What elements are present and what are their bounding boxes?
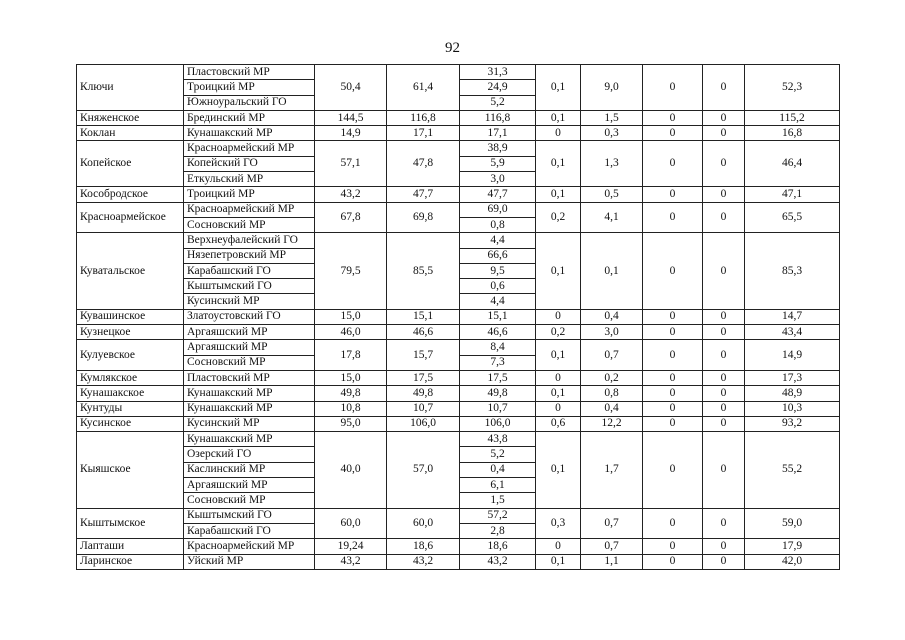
- district-value-cell: 10,7: [460, 401, 536, 416]
- settlement-name-cell: Лапташи: [77, 539, 184, 554]
- value-cell: 0: [643, 539, 703, 554]
- value-cell: 0,1: [536, 432, 581, 508]
- value-cell: 18,6: [387, 539, 460, 554]
- value-cell: 144,5: [315, 110, 387, 125]
- value-cell: 46,4: [745, 141, 840, 187]
- value-cell: 67,8: [315, 202, 387, 233]
- district-value-cell: 69,0: [460, 202, 536, 217]
- district-cell: Златоустовский ГО: [184, 309, 315, 324]
- district-cell: Кыштымский ГО: [184, 508, 315, 523]
- district-cell: Аргаяшский МР: [184, 340, 315, 355]
- settlement-name-cell: Кузнецкое: [77, 325, 184, 340]
- district-value-cell: 31,3: [460, 65, 536, 80]
- value-cell: 52,3: [745, 65, 840, 111]
- district-cell: Копейский ГО: [184, 156, 315, 171]
- value-cell: 65,5: [745, 202, 840, 233]
- value-cell: 46,6: [387, 325, 460, 340]
- value-cell: 0: [703, 187, 745, 202]
- value-cell: 46,0: [315, 325, 387, 340]
- value-cell: 16,8: [745, 126, 840, 141]
- settlement-name-cell: Кувашинское: [77, 309, 184, 324]
- district-cell: Озерский ГО: [184, 447, 315, 462]
- value-cell: 0: [703, 325, 745, 340]
- district-value-cell: 0,4: [460, 462, 536, 477]
- value-cell: 0,1: [536, 554, 581, 569]
- value-cell: 1,7: [581, 432, 643, 508]
- table-row: [77, 233, 840, 248]
- value-cell: 43,2: [315, 187, 387, 202]
- value-cell: 115,2: [745, 110, 840, 125]
- district-cell: Южноуральский ГО: [184, 95, 315, 110]
- district-cell: Пластовский МР: [184, 370, 315, 385]
- value-cell: 0: [703, 508, 745, 539]
- district-value-cell: 47,7: [460, 187, 536, 202]
- settlement-name-cell: Кыяшское: [77, 432, 184, 508]
- district-cell: Кунашакский МР: [184, 126, 315, 141]
- district-cell: Верхнеуфалейский ГО: [184, 233, 315, 248]
- value-cell: 0: [703, 340, 745, 371]
- value-cell: 0,7: [581, 340, 643, 371]
- value-cell: 17,1: [387, 126, 460, 141]
- value-cell: 9,0: [581, 65, 643, 111]
- value-cell: 0,1: [536, 65, 581, 111]
- table-row: [77, 386, 840, 401]
- value-cell: 0: [643, 126, 703, 141]
- value-cell: 69,8: [387, 202, 460, 233]
- value-cell: 14,9: [745, 340, 840, 371]
- district-value-cell: 46,6: [460, 325, 536, 340]
- district-cell: Карабашский ГО: [184, 523, 315, 538]
- district-cell: Кунашакский МР: [184, 401, 315, 416]
- value-cell: 0: [703, 401, 745, 416]
- settlement-name-cell: Кособродское: [77, 187, 184, 202]
- value-cell: 49,8: [387, 386, 460, 401]
- value-cell: 12,2: [581, 416, 643, 431]
- value-cell: 0: [643, 370, 703, 385]
- district-value-cell: 0,6: [460, 279, 536, 294]
- value-cell: 0,1: [536, 141, 581, 187]
- district-cell: Сосновский МР: [184, 493, 315, 508]
- value-cell: 0,4: [581, 309, 643, 324]
- district-value-cell: 0,8: [460, 217, 536, 232]
- settlement-name-cell: Кумлякское: [77, 370, 184, 385]
- value-cell: 4,1: [581, 202, 643, 233]
- value-cell: 15,0: [315, 309, 387, 324]
- value-cell: 10,7: [387, 401, 460, 416]
- district-value-cell: 38,9: [460, 141, 536, 156]
- value-cell: 0: [536, 539, 581, 554]
- district-cell: Аргаяшский МР: [184, 325, 315, 340]
- table-row: [77, 401, 840, 416]
- value-cell: 0,1: [581, 233, 643, 309]
- district-value-cell: 4,4: [460, 294, 536, 309]
- value-cell: 17,3: [745, 370, 840, 385]
- value-cell: 0: [643, 110, 703, 125]
- value-cell: 0: [643, 202, 703, 233]
- table-body: [77, 65, 840, 570]
- value-cell: 0,3: [536, 508, 581, 539]
- table-row: [77, 202, 840, 217]
- value-cell: 0,4: [581, 401, 643, 416]
- table-row: [77, 309, 840, 324]
- value-cell: 17,8: [315, 340, 387, 371]
- value-cell: 0: [643, 416, 703, 431]
- district-cell: Сосновский МР: [184, 217, 315, 232]
- value-cell: 61,4: [387, 65, 460, 111]
- value-cell: 57,1: [315, 141, 387, 187]
- value-cell: 43,4: [745, 325, 840, 340]
- value-cell: 0,2: [581, 370, 643, 385]
- value-cell: 40,0: [315, 432, 387, 508]
- value-cell: 0: [703, 141, 745, 187]
- settlement-name-cell: Княженское: [77, 110, 184, 125]
- settlement-name-cell: Копейское: [77, 141, 184, 187]
- value-cell: 42,0: [745, 554, 840, 569]
- value-cell: 0,7: [581, 539, 643, 554]
- value-cell: 0,1: [536, 340, 581, 371]
- value-cell: 10,8: [315, 401, 387, 416]
- value-cell: 43,2: [315, 554, 387, 569]
- value-cell: 0: [643, 340, 703, 371]
- value-cell: 0: [643, 233, 703, 309]
- table-row: [77, 554, 840, 569]
- district-value-cell: 4,4: [460, 233, 536, 248]
- value-cell: 60,0: [315, 508, 387, 539]
- district-value-cell: 18,6: [460, 539, 536, 554]
- data-table: [76, 64, 840, 570]
- district-value-cell: 2,8: [460, 523, 536, 538]
- value-cell: 0: [643, 187, 703, 202]
- district-cell: Кусинский МР: [184, 416, 315, 431]
- district-value-cell: 9,5: [460, 263, 536, 278]
- value-cell: 19,24: [315, 539, 387, 554]
- district-cell: Красноармейский МР: [184, 202, 315, 217]
- table-row: [77, 141, 840, 156]
- value-cell: 0: [643, 386, 703, 401]
- settlement-name-cell: Коклан: [77, 126, 184, 141]
- value-cell: 47,7: [387, 187, 460, 202]
- table-row: [77, 340, 840, 355]
- value-cell: 0: [643, 325, 703, 340]
- district-value-cell: 57,2: [460, 508, 536, 523]
- value-cell: 0: [536, 370, 581, 385]
- table-row: [77, 110, 840, 125]
- value-cell: 17,9: [745, 539, 840, 554]
- value-cell: 0: [703, 110, 745, 125]
- value-cell: 0: [703, 554, 745, 569]
- district-cell: Кунашакский МР: [184, 432, 315, 447]
- value-cell: 85,5: [387, 233, 460, 309]
- value-cell: 50,4: [315, 65, 387, 111]
- district-value-cell: 5,2: [460, 447, 536, 462]
- value-cell: 0: [703, 65, 745, 111]
- district-cell: Сосновский МР: [184, 355, 315, 370]
- settlement-name-cell: Кунтуды: [77, 401, 184, 416]
- value-cell: 0: [703, 370, 745, 385]
- district-value-cell: 1,5: [460, 493, 536, 508]
- value-cell: 0: [643, 309, 703, 324]
- district-cell: Красноармейский МР: [184, 141, 315, 156]
- value-cell: 0: [703, 432, 745, 508]
- district-value-cell: 43,8: [460, 432, 536, 447]
- value-cell: 0: [643, 141, 703, 187]
- value-cell: 15,1: [387, 309, 460, 324]
- value-cell: 0,6: [536, 416, 581, 431]
- district-value-cell: 106,0: [460, 416, 536, 431]
- settlement-name-cell: Кыштымское: [77, 508, 184, 539]
- district-cell: Уйский МР: [184, 554, 315, 569]
- value-cell: 0,3: [581, 126, 643, 141]
- value-cell: 106,0: [387, 416, 460, 431]
- table-row: [77, 508, 840, 523]
- value-cell: 0,1: [536, 233, 581, 309]
- value-cell: 1,1: [581, 554, 643, 569]
- value-cell: 85,3: [745, 233, 840, 309]
- value-cell: 1,3: [581, 141, 643, 187]
- district-value-cell: 15,1: [460, 309, 536, 324]
- value-cell: 0: [703, 386, 745, 401]
- value-cell: 0: [643, 432, 703, 508]
- table-row: [77, 65, 840, 80]
- value-cell: 79,5: [315, 233, 387, 309]
- district-cell: Кусинский МР: [184, 294, 315, 309]
- value-cell: 0: [703, 202, 745, 233]
- district-value-cell: 17,1: [460, 126, 536, 141]
- district-value-cell: 3,0: [460, 172, 536, 187]
- value-cell: 17,5: [387, 370, 460, 385]
- value-cell: 55,2: [745, 432, 840, 508]
- table-row: [77, 370, 840, 385]
- value-cell: 0: [643, 401, 703, 416]
- value-cell: 14,7: [745, 309, 840, 324]
- settlement-name-cell: Красноармейское: [77, 202, 184, 233]
- value-cell: 116,8: [387, 110, 460, 125]
- table-row: [77, 325, 840, 340]
- value-cell: 15,7: [387, 340, 460, 371]
- value-cell: 93,2: [745, 416, 840, 431]
- settlement-name-cell: Ларинское: [77, 554, 184, 569]
- district-value-cell: 7,3: [460, 355, 536, 370]
- value-cell: 0,2: [536, 325, 581, 340]
- settlement-name-cell: Кусинское: [77, 416, 184, 431]
- table-row: [77, 187, 840, 202]
- table-row: [77, 539, 840, 554]
- district-cell: Кыштымский ГО: [184, 279, 315, 294]
- district-cell: Троицкий МР: [184, 187, 315, 202]
- value-cell: 15,0: [315, 370, 387, 385]
- value-cell: 60,0: [387, 508, 460, 539]
- value-cell: 0: [703, 309, 745, 324]
- table-row: [77, 432, 840, 447]
- value-cell: 47,1: [745, 187, 840, 202]
- district-cell: Нязепетровский МР: [184, 248, 315, 263]
- value-cell: 0: [703, 233, 745, 309]
- district-value-cell: 66,6: [460, 248, 536, 263]
- district-value-cell: 24,9: [460, 80, 536, 95]
- value-cell: 0: [703, 126, 745, 141]
- value-cell: 14,9: [315, 126, 387, 141]
- district-value-cell: 116,8: [460, 110, 536, 125]
- district-cell: Аргаяшский МР: [184, 478, 315, 493]
- value-cell: 57,0: [387, 432, 460, 508]
- value-cell: 47,8: [387, 141, 460, 187]
- district-cell: Красноармейский МР: [184, 539, 315, 554]
- settlement-name-cell: Кунашакское: [77, 386, 184, 401]
- settlement-name-cell: Кулуевское: [77, 340, 184, 371]
- district-value-cell: 49,8: [460, 386, 536, 401]
- district-value-cell: 43,2: [460, 554, 536, 569]
- value-cell: 0,7: [581, 508, 643, 539]
- value-cell: 49,8: [315, 386, 387, 401]
- value-cell: 0,2: [536, 202, 581, 233]
- district-cell: Каслинский МР: [184, 462, 315, 477]
- district-value-cell: 5,2: [460, 95, 536, 110]
- value-cell: 0: [703, 539, 745, 554]
- value-cell: 0: [643, 65, 703, 111]
- value-cell: 0,1: [536, 110, 581, 125]
- value-cell: 0: [643, 508, 703, 539]
- value-cell: 59,0: [745, 508, 840, 539]
- value-cell: 0: [536, 309, 581, 324]
- value-cell: 1,5: [581, 110, 643, 125]
- table-row: [77, 126, 840, 141]
- district-cell: Брединский МР: [184, 110, 315, 125]
- value-cell: 0: [643, 554, 703, 569]
- district-cell: Кунашакский МР: [184, 386, 315, 401]
- page-number: 92: [445, 40, 460, 56]
- district-cell: Карабашский ГО: [184, 263, 315, 278]
- district-value-cell: 8,4: [460, 340, 536, 355]
- value-cell: 10,3: [745, 401, 840, 416]
- table-row: [77, 416, 840, 431]
- value-cell: 0,5: [581, 187, 643, 202]
- value-cell: 0: [536, 401, 581, 416]
- district-value-cell: 5,9: [460, 156, 536, 171]
- district-value-cell: 17,5: [460, 370, 536, 385]
- value-cell: 0,8: [581, 386, 643, 401]
- district-cell: Троицкий МР: [184, 80, 315, 95]
- settlement-name-cell: Куватальское: [77, 233, 184, 309]
- district-cell: Еткульский МР: [184, 172, 315, 187]
- district-value-cell: 6,1: [460, 478, 536, 493]
- district-cell: Пластовский МР: [184, 65, 315, 80]
- settlement-name-cell: Ключи: [77, 65, 184, 111]
- value-cell: 0: [536, 126, 581, 141]
- value-cell: 43,2: [387, 554, 460, 569]
- value-cell: 0: [703, 416, 745, 431]
- value-cell: 48,9: [745, 386, 840, 401]
- value-cell: 0,1: [536, 386, 581, 401]
- value-cell: 3,0: [581, 325, 643, 340]
- value-cell: 95,0: [315, 416, 387, 431]
- value-cell: 0,1: [536, 187, 581, 202]
